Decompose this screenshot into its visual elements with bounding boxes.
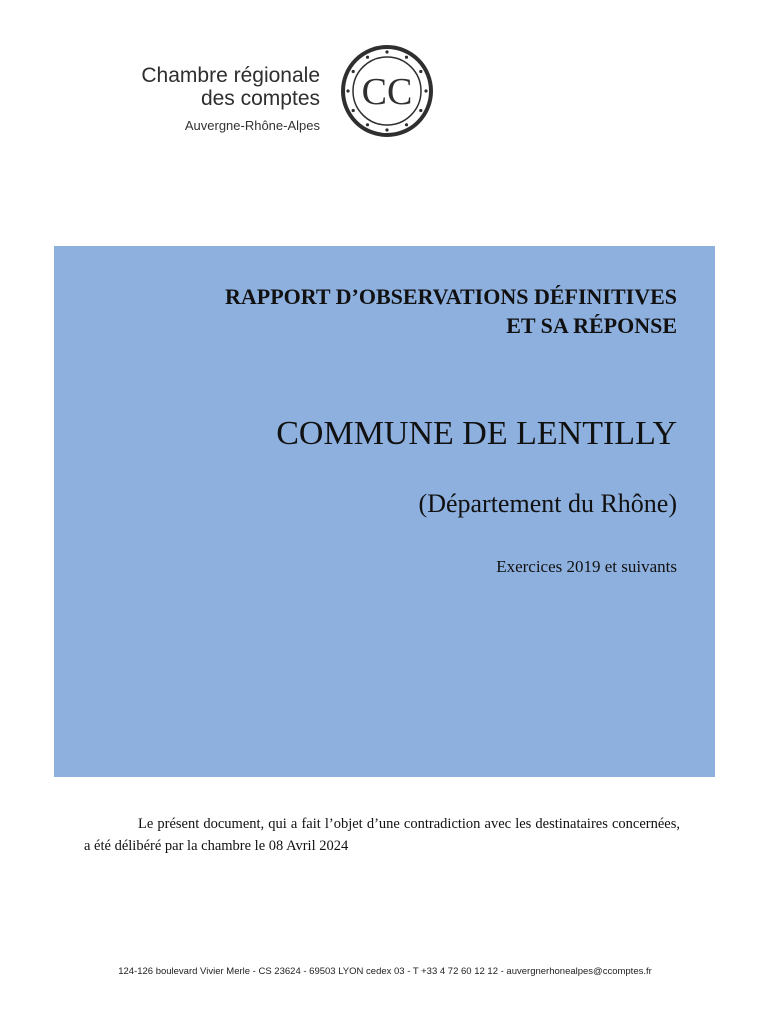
report-title [94, 282, 677, 340]
seal-letters: CC [361, 71, 413, 113]
footer-address: 124-126 boulevard Vivier Merle - CS 23624 - 69503 LYON cedex 03 - T +33 4 72 60 12 12 - auvergnerhonealpes@ccomptes.fr [118, 966, 652, 977]
cover-block [54, 246, 715, 777]
org-region: Auvergne-Rhône-Alpes [184, 118, 320, 133]
report-title-line2: ET SA RÉPONSE [506, 313, 677, 338]
report-title-line1: RAPPORT D’OBSERVATIONS DÉFINITIVES [225, 284, 677, 309]
org-name [141, 64, 320, 133]
deliberation-note: Le présent document, qui a fait l’objet d’une contradiction avec les destinataires concernées, a été délibéré par la chambre le 08 Avril 2024 [84, 815, 680, 854]
org-name-line1: Chambre régionale [141, 64, 320, 87]
commune-name: COMMUNE DE LENTILLY [276, 415, 677, 452]
org-name-line2: des comptes [200, 87, 320, 110]
header [0, 0, 770, 150]
fiscal-years: Exercices 2019 et suivants [496, 557, 677, 576]
court-seal-logo [340, 44, 434, 138]
department-name: (Département du Rhône) [418, 489, 677, 518]
